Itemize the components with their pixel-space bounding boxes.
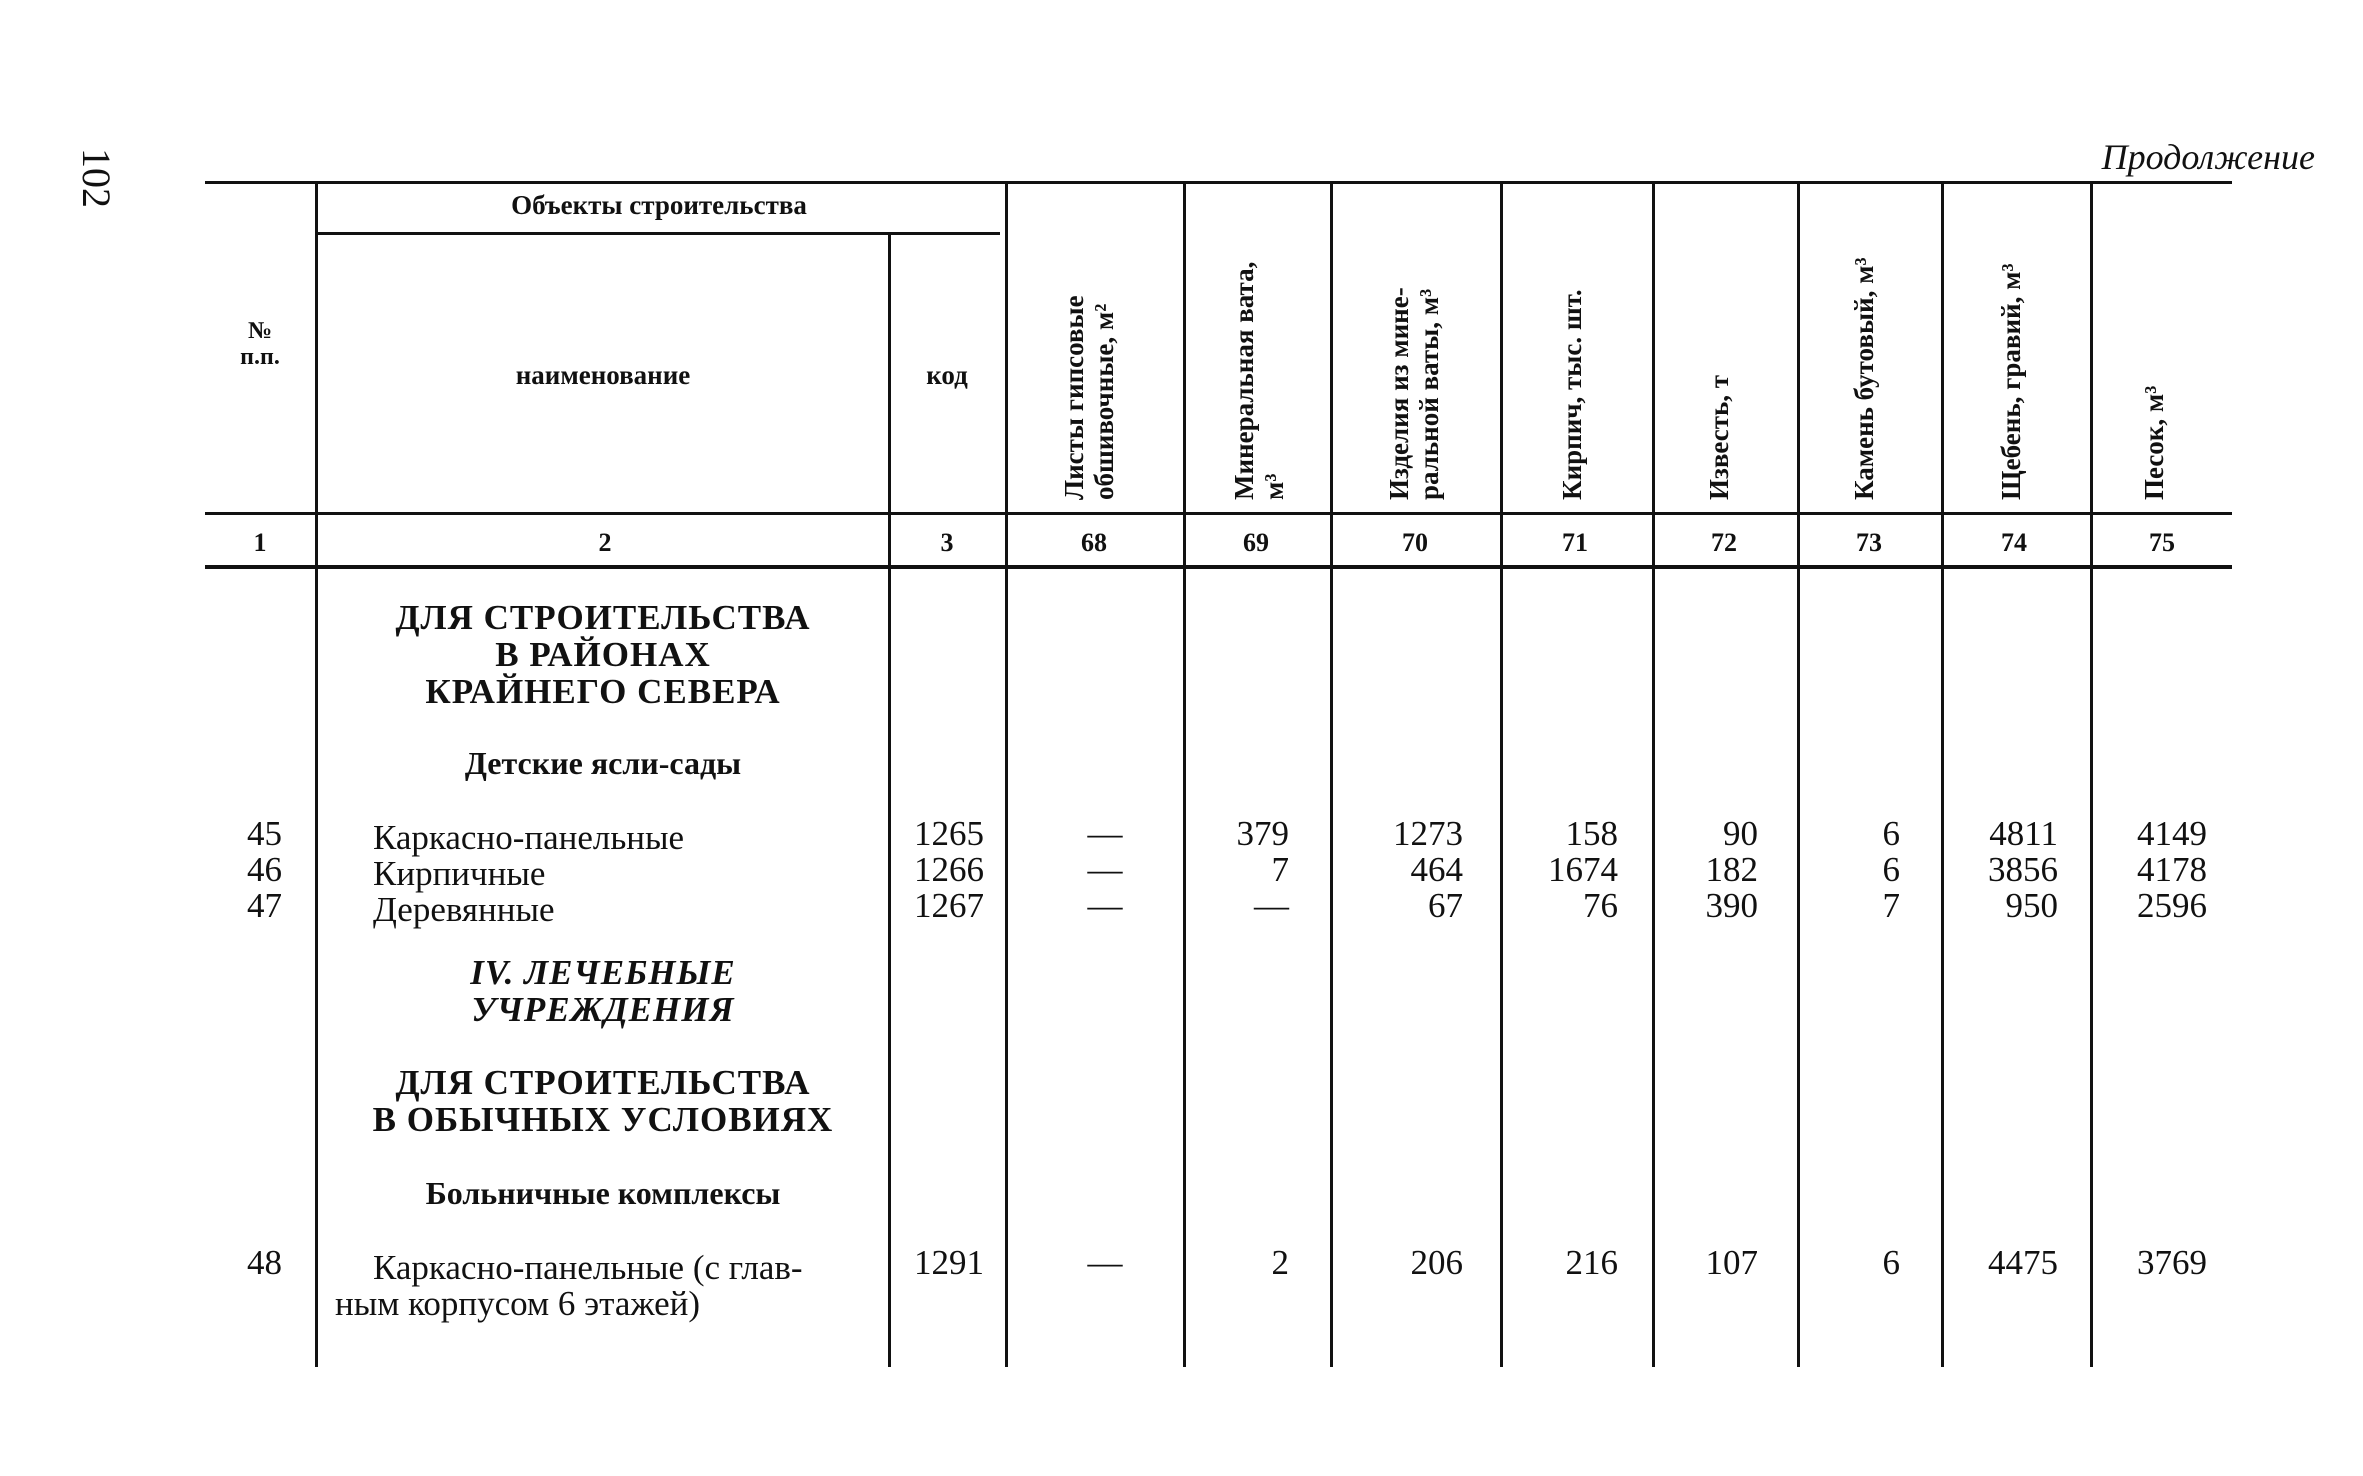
header-bottom-rule bbox=[205, 512, 2232, 515]
header-name-label: наименование bbox=[515, 360, 691, 390]
row-value: 6 bbox=[1882, 1243, 1900, 1282]
row-value: — bbox=[1087, 814, 1123, 853]
row-value: 2 bbox=[1271, 1243, 1289, 1282]
page-number: 102 bbox=[74, 148, 119, 208]
col-divider bbox=[1330, 181, 1333, 1367]
header-mineral-wool-line2: м³ bbox=[1258, 473, 1289, 500]
continued-label: Продолжение bbox=[2101, 137, 2315, 177]
column-number: 71 bbox=[1562, 528, 1588, 557]
header-wool-products-line1: Изделия из мине- bbox=[1384, 287, 1414, 500]
col-divider bbox=[1005, 181, 1008, 1367]
row-value: 107 bbox=[1705, 1243, 1758, 1282]
section-title-normal bbox=[318, 1065, 888, 1139]
header-objects-label: Объекты строительства bbox=[511, 190, 807, 220]
row-value: 6 bbox=[1882, 814, 1900, 853]
row-value: 7 bbox=[1882, 886, 1900, 925]
row-value: 4475 bbox=[1988, 1243, 2058, 1282]
section-title-line: ДЛЯ СТРОИТЕЛЬСТВА bbox=[395, 598, 811, 637]
column-number: 72 bbox=[1711, 528, 1737, 557]
row-name: Каркасно-панельные bbox=[373, 818, 685, 857]
column-number: 70 bbox=[1402, 528, 1428, 557]
row-value: 3769 bbox=[2137, 1243, 2207, 1282]
row-number: 48 bbox=[247, 1243, 282, 1282]
row-name: Деревянные bbox=[373, 890, 555, 929]
row-value: 67 bbox=[1428, 886, 1463, 925]
col-divider bbox=[1500, 181, 1503, 1367]
header-gypsum-line2: обшивочные, м² bbox=[1088, 303, 1119, 500]
row-value: 3856 bbox=[1988, 850, 2058, 889]
section-title-north bbox=[318, 600, 888, 710]
row-value: 206 bbox=[1410, 1243, 1463, 1282]
column-number: 69 bbox=[1243, 528, 1269, 557]
row-value: 4811 bbox=[1989, 814, 2058, 853]
column-number: 74 bbox=[2001, 528, 2027, 557]
header-wool-products bbox=[1385, 287, 1444, 500]
column-number: 1 bbox=[253, 528, 267, 557]
row-value: 90 bbox=[1723, 814, 1758, 853]
header-lime-line1: Известь, т bbox=[1704, 374, 1734, 500]
row-value: 182 bbox=[1705, 850, 1758, 889]
row-value: 158 bbox=[1565, 814, 1618, 853]
row-value: 1674 bbox=[1548, 850, 1618, 889]
col-divider bbox=[888, 235, 891, 1367]
row-value: 76 bbox=[1583, 886, 1618, 925]
header-rubble-stone-line1: Камень бутовый, м³ bbox=[1849, 257, 1879, 500]
row-number: 45 bbox=[247, 814, 282, 853]
header-gravel bbox=[1997, 263, 2027, 500]
column-number: 73 bbox=[1856, 528, 1882, 557]
row-code: 1265 bbox=[914, 814, 984, 853]
header-number-label: № п.п. bbox=[240, 318, 280, 371]
column-number: 75 bbox=[2149, 528, 2175, 557]
section-title-line: ДЛЯ СТРОИТЕЛЬСТВА bbox=[395, 1063, 811, 1102]
row-value: 6 bbox=[1882, 850, 1900, 889]
column-number: 2 bbox=[598, 528, 612, 557]
header-gypsum bbox=[1060, 295, 1119, 500]
row-value: 7 bbox=[1271, 850, 1289, 889]
row-code: 1291 bbox=[914, 1243, 984, 1282]
section-title-line: В ОБЫЧНЫХ УСЛОВИЯХ bbox=[372, 1099, 834, 1139]
row-value: 950 bbox=[2005, 886, 2058, 925]
col-divider bbox=[1652, 181, 1655, 1367]
col-divider bbox=[2090, 181, 2093, 1367]
row-number: 46 bbox=[247, 850, 282, 889]
row-value: — bbox=[1087, 886, 1123, 925]
row-value: — bbox=[1087, 850, 1123, 889]
subsection-kindergartens: Детские ясли-сады bbox=[464, 745, 742, 781]
section-title-line: IV. ЛЕЧЕБНЫЕ bbox=[470, 953, 736, 992]
column-number-rule bbox=[205, 565, 2232, 569]
header-sand bbox=[2140, 386, 2170, 500]
row-number: 47 bbox=[247, 886, 282, 925]
header-lime bbox=[1705, 375, 1735, 500]
row-value: 4149 bbox=[2137, 814, 2207, 853]
header-wool-products-line2: ральной ваты, м³ bbox=[1413, 288, 1444, 500]
table-top-rule bbox=[205, 181, 2232, 184]
row-value: — bbox=[1254, 886, 1289, 925]
subsection-hospitals: Больничные комплексы bbox=[425, 1175, 781, 1211]
header-mineral-wool bbox=[1230, 262, 1289, 500]
section-title-line: В РАЙОНАХ bbox=[495, 634, 711, 674]
row-name: Кирпичные bbox=[373, 854, 546, 893]
section-title-medical bbox=[318, 955, 888, 1029]
col-divider bbox=[1183, 181, 1186, 1367]
header-brick-line1: Кирпич, тыс. шт. bbox=[1557, 289, 1587, 500]
row-value: — bbox=[1087, 1243, 1123, 1282]
header-brick bbox=[1558, 289, 1588, 500]
row-value: 216 bbox=[1565, 1243, 1618, 1282]
header-mineral-wool-line1: Минеральная вата, bbox=[1229, 261, 1259, 500]
col-divider bbox=[1941, 181, 1944, 1367]
row-value: 379 bbox=[1236, 814, 1289, 853]
header-rubble-stone bbox=[1850, 257, 1880, 500]
header-code-label: код bbox=[926, 360, 968, 390]
section-title-line: КРАЙНЕГО СЕВЕРА bbox=[425, 671, 781, 711]
row-value: 2596 bbox=[2137, 886, 2207, 925]
column-number: 68 bbox=[1081, 528, 1107, 557]
row-code: 1266 bbox=[914, 850, 984, 889]
header-gravel-line1: Щебень, гравий, м³ bbox=[1996, 263, 2026, 500]
column-number: 3 bbox=[940, 528, 954, 557]
header-sand-line1: Песок, м³ bbox=[2139, 385, 2169, 500]
row-name-continued: ным корпусом 6 этажей) bbox=[335, 1284, 701, 1323]
objects-under-rule bbox=[318, 232, 1000, 235]
header-gypsum-line1: Листы гипсовые bbox=[1059, 295, 1089, 500]
row-value: 1273 bbox=[1393, 814, 1463, 853]
section-title-line: УЧРЕЖДЕНИЯ bbox=[471, 989, 735, 1029]
row-value: 390 bbox=[1705, 886, 1758, 925]
col-divider bbox=[1797, 181, 1800, 1367]
row-value: 4178 bbox=[2137, 850, 2207, 889]
row-name: Каркасно-панельные (с глав- bbox=[373, 1248, 803, 1287]
row-value: 464 bbox=[1410, 850, 1463, 889]
row-code: 1267 bbox=[914, 886, 984, 925]
